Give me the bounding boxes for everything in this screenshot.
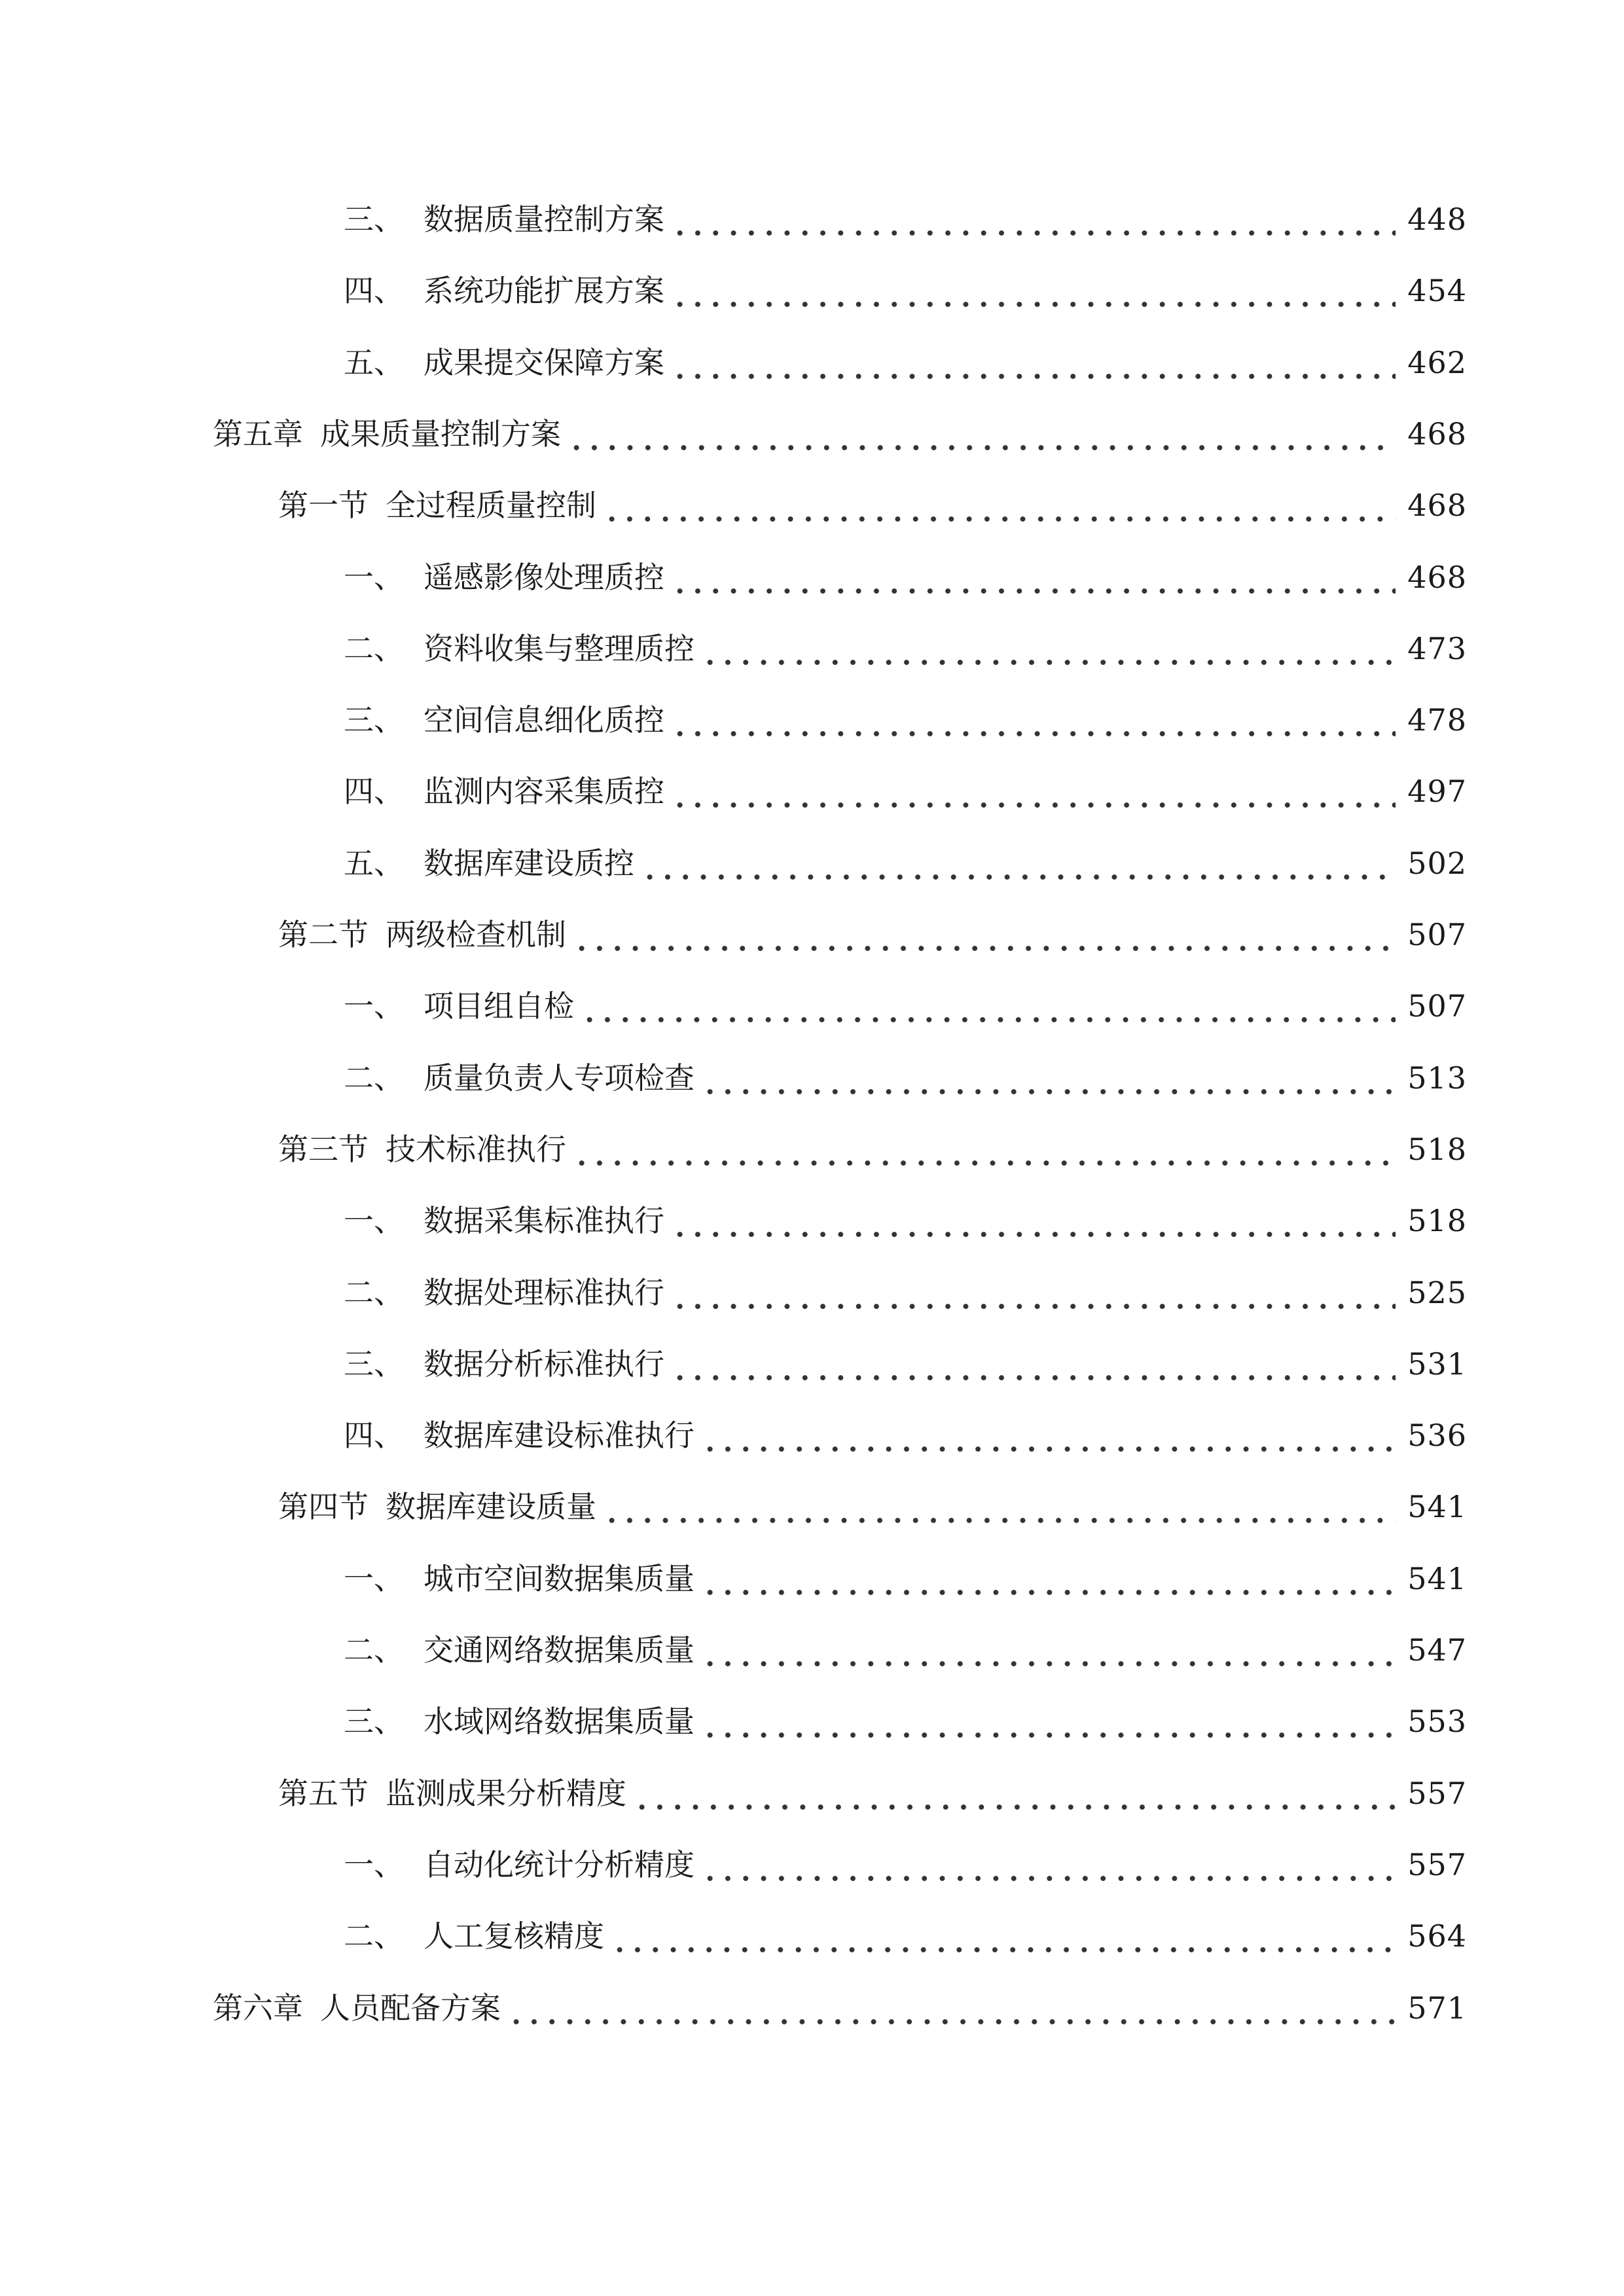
dot-leader: [701, 1058, 1396, 1098]
toc-entry-page-number: 536: [1407, 1418, 1467, 1454]
toc-entry-number: 二、: [344, 630, 404, 666]
toc-entry[interactable]: [344, 765, 1467, 811]
toc-entry[interactable]: [344, 1338, 1467, 1384]
toc-entry-number: 第六章: [213, 1990, 303, 2026]
toc-entry-title: 两级检查机制: [386, 917, 566, 952]
toc-entry-page-number: 454: [1407, 273, 1467, 309]
dot-leader: [671, 700, 1396, 740]
toc-entry-title: 数据质量控制方案: [424, 202, 664, 237]
toc-entry-page-number: 513: [1407, 1060, 1467, 1096]
dot-leader: [701, 1630, 1396, 1670]
toc-entry-title: 成果质量控制方案: [320, 416, 561, 452]
toc-entry[interactable]: [344, 1409, 1467, 1455]
toc-entry-page-number: 518: [1407, 1131, 1467, 1167]
toc-entry-number: 第二节: [278, 917, 369, 952]
dot-leader: [671, 1344, 1396, 1384]
toc-entry[interactable]: [344, 551, 1467, 597]
toc-entry-number: 四、: [344, 774, 404, 810]
toc-entry-number: 五、: [344, 845, 404, 881]
dot-leader: [671, 1201, 1396, 1240]
toc-entry-number: 二、: [344, 1632, 404, 1668]
toc-entry-page-number: 468: [1407, 488, 1467, 524]
toc-entry-number: 一、: [344, 1846, 404, 1882]
toc-entry-number: 一、: [344, 1560, 404, 1596]
dot-leader: [701, 1845, 1396, 1884]
dot-leader: [671, 271, 1396, 310]
toc-entry-title: 资料收集与整理质控: [424, 630, 695, 666]
toc-entry-title: 全过程质量控制: [386, 488, 596, 524]
toc-entry-number: 第一节: [278, 488, 369, 524]
toc-entry-number: 三、: [344, 702, 404, 738]
toc-entry-page-number: 525: [1407, 1274, 1467, 1310]
toc-entry-title: 数据库建设质量: [386, 1489, 596, 1525]
toc-entry-number: 三、: [344, 202, 404, 237]
toc-entry-page-number: 557: [1407, 1846, 1467, 1882]
toc-entry-number: 第五节: [278, 1775, 369, 1811]
toc-entry-page-number: 518: [1407, 1203, 1467, 1239]
toc-entry-page-number: 468: [1407, 416, 1467, 452]
toc-entry-title: 数据分析标准执行: [424, 1346, 664, 1382]
toc-entry[interactable]: [344, 1266, 1467, 1312]
toc-entry-page-number: 507: [1407, 917, 1467, 952]
toc-entry-title: 数据采集标准执行: [424, 1203, 664, 1239]
toc-entry-number: 五、: [344, 344, 404, 380]
toc-entry-title: 数据库建设标准执行: [424, 1418, 695, 1454]
toc-entry-title: 交通网络数据集质量: [424, 1632, 695, 1668]
dot-leader: [671, 1273, 1396, 1312]
toc-entry[interactable]: [278, 1123, 1467, 1169]
toc-entry-page-number: 547: [1407, 1632, 1467, 1668]
dot-leader: [671, 772, 1396, 811]
toc-entry-page-number: 531: [1407, 1346, 1467, 1382]
dot-leader: [633, 1774, 1396, 1813]
dot-leader: [573, 1130, 1396, 1169]
toc-entry-title: 监测内容采集质控: [424, 774, 664, 810]
toc-entry-title: 自动化统计分析精度: [424, 1846, 695, 1882]
toc-entry-title: 项目组自检: [424, 988, 574, 1024]
dot-leader: [568, 414, 1396, 454]
toc-entry-page-number: 448: [1407, 202, 1467, 237]
toc-entry[interactable]: [278, 1480, 1467, 1526]
toc-entry[interactable]: [344, 336, 1467, 382]
toc-entry-title: 成果提交保障方案: [424, 344, 664, 380]
dot-leader: [701, 629, 1396, 668]
toc-entry-number: 第五章: [213, 416, 303, 452]
toc-entry-page-number: 478: [1407, 702, 1467, 738]
toc-entry-title: 监测成果分析精度: [386, 1775, 626, 1811]
toc-entry-title: 数据处理标准执行: [424, 1274, 664, 1310]
toc-entry-number: 第三节: [278, 1131, 369, 1167]
toc-entry-title: 数据库建设质控: [424, 845, 634, 881]
toc-entry-number: 二、: [344, 1274, 404, 1310]
toc-entry-page-number: 468: [1407, 559, 1467, 595]
dot-leader: [701, 1559, 1396, 1598]
toc-entry-page-number: 557: [1407, 1775, 1467, 1811]
toc-entry-title: 水域网络数据集质量: [424, 1704, 695, 1740]
toc-entry[interactable]: [344, 980, 1467, 1026]
toc-entry[interactable]: [344, 1624, 1467, 1670]
dot-leader: [671, 200, 1396, 239]
toc-entry-title: 质量负责人专项检查: [424, 1060, 695, 1096]
toc-entry[interactable]: [344, 1194, 1467, 1240]
toc-entry-number: 二、: [344, 1918, 404, 1954]
toc-entry-page-number: 473: [1407, 630, 1467, 666]
toc-entry[interactable]: [213, 1982, 1467, 2028]
toc-entry-number: 三、: [344, 1704, 404, 1740]
toc-entry-page-number: 462: [1407, 344, 1467, 380]
toc-entry-number: 四、: [344, 273, 404, 309]
toc-entry-title: 城市空间数据集质量: [424, 1560, 695, 1596]
toc-entry-page-number: 571: [1407, 1990, 1467, 2026]
toc-entry-title: 人工复核精度: [424, 1918, 604, 1954]
dot-leader: [701, 1416, 1396, 1455]
dot-leader: [581, 986, 1396, 1026]
toc-entry[interactable]: [344, 622, 1467, 668]
toc-entry-number: 一、: [344, 988, 404, 1024]
toc-entry[interactable]: [344, 193, 1467, 239]
toc-entry[interactable]: [344, 1552, 1467, 1598]
toc-entry[interactable]: [344, 694, 1467, 740]
dot-leader: [611, 1916, 1396, 1956]
toc-entry-title: 人员配备方案: [320, 1990, 501, 2026]
toc-entry-number: 一、: [344, 1203, 404, 1239]
toc-entry-number: 一、: [344, 559, 404, 595]
toc-entry[interactable]: [344, 1052, 1467, 1098]
toc-entry[interactable]: [278, 1767, 1467, 1813]
dot-leader: [641, 844, 1396, 883]
toc-entry[interactable]: [344, 1695, 1467, 1741]
toc-entry[interactable]: [344, 1910, 1467, 1956]
dot-leader: [603, 486, 1396, 525]
toc-entry-number: 三、: [344, 1346, 404, 1382]
toc-entry-page-number: 497: [1407, 774, 1467, 810]
toc-entry-title: 遥感影像处理质控: [424, 559, 664, 595]
toc-entry-number: 四、: [344, 1418, 404, 1454]
toc-entry-number: 第四节: [278, 1489, 369, 1525]
toc-entry-page-number: 564: [1407, 1918, 1467, 1954]
toc-entry[interactable]: [344, 1839, 1467, 1884]
toc-entry-title: 空间信息细化质控: [424, 702, 664, 738]
dot-leader: [573, 915, 1396, 954]
toc-entry[interactable]: [278, 479, 1467, 525]
dot-leader: [603, 1487, 1396, 1526]
toc-entry-title: 系统功能扩展方案: [424, 273, 664, 309]
toc-entry-page-number: 541: [1407, 1489, 1467, 1525]
toc-entry-number: 二、: [344, 1060, 404, 1096]
toc-entry-page-number: 553: [1407, 1704, 1467, 1740]
toc-entry-page-number: 502: [1407, 845, 1467, 881]
toc-entry-page-number: 507: [1407, 988, 1467, 1024]
toc-entry[interactable]: [213, 408, 1467, 454]
toc-entry[interactable]: [344, 837, 1467, 883]
toc-entry-page-number: 541: [1407, 1560, 1467, 1596]
dot-leader: [507, 1988, 1396, 2028]
toc-entry-title: 技术标准执行: [386, 1131, 566, 1167]
dot-leader: [671, 558, 1396, 597]
dot-leader: [701, 1702, 1396, 1741]
toc-entry[interactable]: [344, 264, 1467, 310]
dot-leader: [671, 343, 1396, 382]
toc-entry[interactable]: [278, 908, 1467, 954]
